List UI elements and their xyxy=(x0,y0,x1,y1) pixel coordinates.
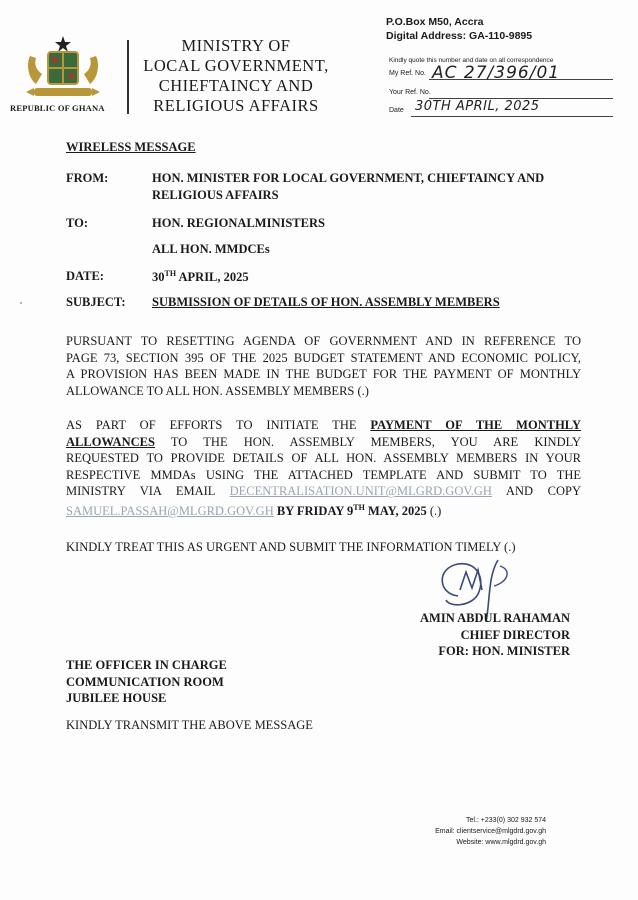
your-ref-row xyxy=(389,89,431,96)
para2-line-1: AS PART OF EFFORTS TO INITIATE THE PAYMENT OF THE MONTHLY xyxy=(66,418,582,432)
officer-address xyxy=(66,657,227,707)
to-line-2: ALL HON. MMDCEs xyxy=(152,242,270,256)
paragraph-1 xyxy=(66,333,581,399)
header-divider xyxy=(127,40,129,114)
my-ref-row xyxy=(389,70,426,77)
para2-line-4: RESPECTIVE MMDAs USING THE ATTACHED TEMPLATE AND SUBMIT TO THE xyxy=(66,467,581,482)
para1-line-2: PAGE 73, SECTION 395 OF THE 2025 BUDGET STATEMENT AND ECONOMIC POLICY, xyxy=(66,350,581,365)
ministry-line-1: MINISTRY OF xyxy=(181,36,291,55)
officer-line-1: THE OFFICER IN CHARGE xyxy=(66,658,227,672)
para1-line-1: PURSUANT TO RESETTING AGENDA OF GOVERNMENT AND IN REFERENCE TO xyxy=(66,334,581,348)
para2-line-6: SAMUEL.PASSAH@MLGRD.GOV.GH BY FRIDAY 9TH MAY, 2025 (.) xyxy=(66,502,442,519)
email-link-decentralisation[interactable]: DECENTRALISATION.UNIT@MLGRD.GOV.GH xyxy=(229,484,492,499)
transmit-instruction: KINDLY TRANSMIT THE ABOVE MESSAGE xyxy=(66,718,313,732)
from-line-2: RELIGIOUS AFFAIRS xyxy=(152,188,279,202)
digital-address: Digital Address: GA-110-9895 xyxy=(386,30,533,42)
ghana-coat-of-arms-icon xyxy=(22,34,104,102)
po-box: P.O.Box M50, Accra xyxy=(386,16,484,28)
subject-label: SUBJECT: xyxy=(66,295,126,309)
signatory-title: CHIEF DIRECTOR xyxy=(460,627,570,642)
officer-line-3: JUBILEE HOUSE xyxy=(66,691,167,706)
ministry-line-2: LOCAL GOVERNMENT, xyxy=(143,56,329,75)
footer-email: Email: clientservice@mlgdrd.gov.gh xyxy=(435,828,546,835)
para3-line-1: KINDLY TREAT THIS AS URGENT AND SUBMIT THE INFORMATION TIMELY (.) xyxy=(66,540,516,554)
paragraph-3 xyxy=(66,539,581,556)
country-label: REPUBLIC OF GHANA xyxy=(10,103,105,113)
footer-tel: Tel.: +233(0) 302 932 574 xyxy=(466,817,546,824)
footer-website: Website: www.mlgdrd.gov.gh xyxy=(456,839,546,846)
from-label: FROM: xyxy=(66,171,109,185)
subject-value: SUBMISSION OF DETAILS OF HON. ASSEMBLY MEMBERS xyxy=(152,295,500,309)
officer-line-2: COMMUNICATION ROOM xyxy=(66,674,224,689)
scan-speck xyxy=(20,302,22,304)
ministry-line-4: RELIGIOUS AFFAIRS xyxy=(153,96,319,115)
date-label: Date xyxy=(389,107,404,114)
your-ref-label: Your Ref. No. xyxy=(389,89,431,96)
para2-line-3: REQUESTED TO PROVIDE DETAILS OF ALL HON. ASSEMBLY MEMBERS IN YOUR xyxy=(66,451,581,466)
email-link-passah[interactable]: SAMUEL.PASSAH@MLGRD.GOV.GH xyxy=(66,504,274,519)
date-field-value: 30TH APRIL, 2025 xyxy=(152,269,249,285)
paragraph-2 xyxy=(66,417,581,520)
ministry-name xyxy=(132,36,340,116)
my-ref-label: My Ref. No. xyxy=(389,70,426,77)
ministry-line-3: CHIEFTAINCY AND xyxy=(158,76,314,95)
signature-block xyxy=(380,610,570,660)
para2-line-2: ALLOWANCES TO THE HON. ASSEMBLY MEMBERS, YOU ARE KINDLY xyxy=(66,434,582,449)
message-title: WIRELESS MESSAGE xyxy=(66,140,196,154)
date-field-label: DATE: xyxy=(66,269,104,283)
my-ref-handwritten: AC 27/396/01 xyxy=(432,63,561,83)
date-handwritten: 30TH APRIL, 2025 xyxy=(415,99,540,114)
to-line-1: HON. REGIONALMINISTERS xyxy=(152,216,325,230)
footer-contact xyxy=(419,815,546,848)
to-label: TO: xyxy=(66,216,88,230)
signatory-name: AMIN ABDUL RAHAMAN xyxy=(420,611,570,625)
from-line-1: HON. MINISTER FOR LOCAL GOVERNMENT, CHIEFTAINCY AND xyxy=(152,171,545,185)
para2-line-5: MINISTRY VIA EMAIL DECENTRALISATION.UNIT@MLGRD.GOV.GH AND COPY xyxy=(66,484,581,499)
para1-line-3: A PROVISION HAS BEEN MADE IN THE BUDGET FOR THE PAYMENT OF MONTHLY xyxy=(66,367,581,382)
signatory-for: FOR: HON. MINISTER xyxy=(438,644,570,659)
quote-note: Kindly quote this number and date on all correspondence xyxy=(389,57,554,64)
ministry-address xyxy=(386,15,532,43)
para1-line-4: ALLOWANCE TO ALL HON. ASSEMBLY MEMBERS (.) xyxy=(66,383,369,398)
date-row xyxy=(389,107,404,114)
